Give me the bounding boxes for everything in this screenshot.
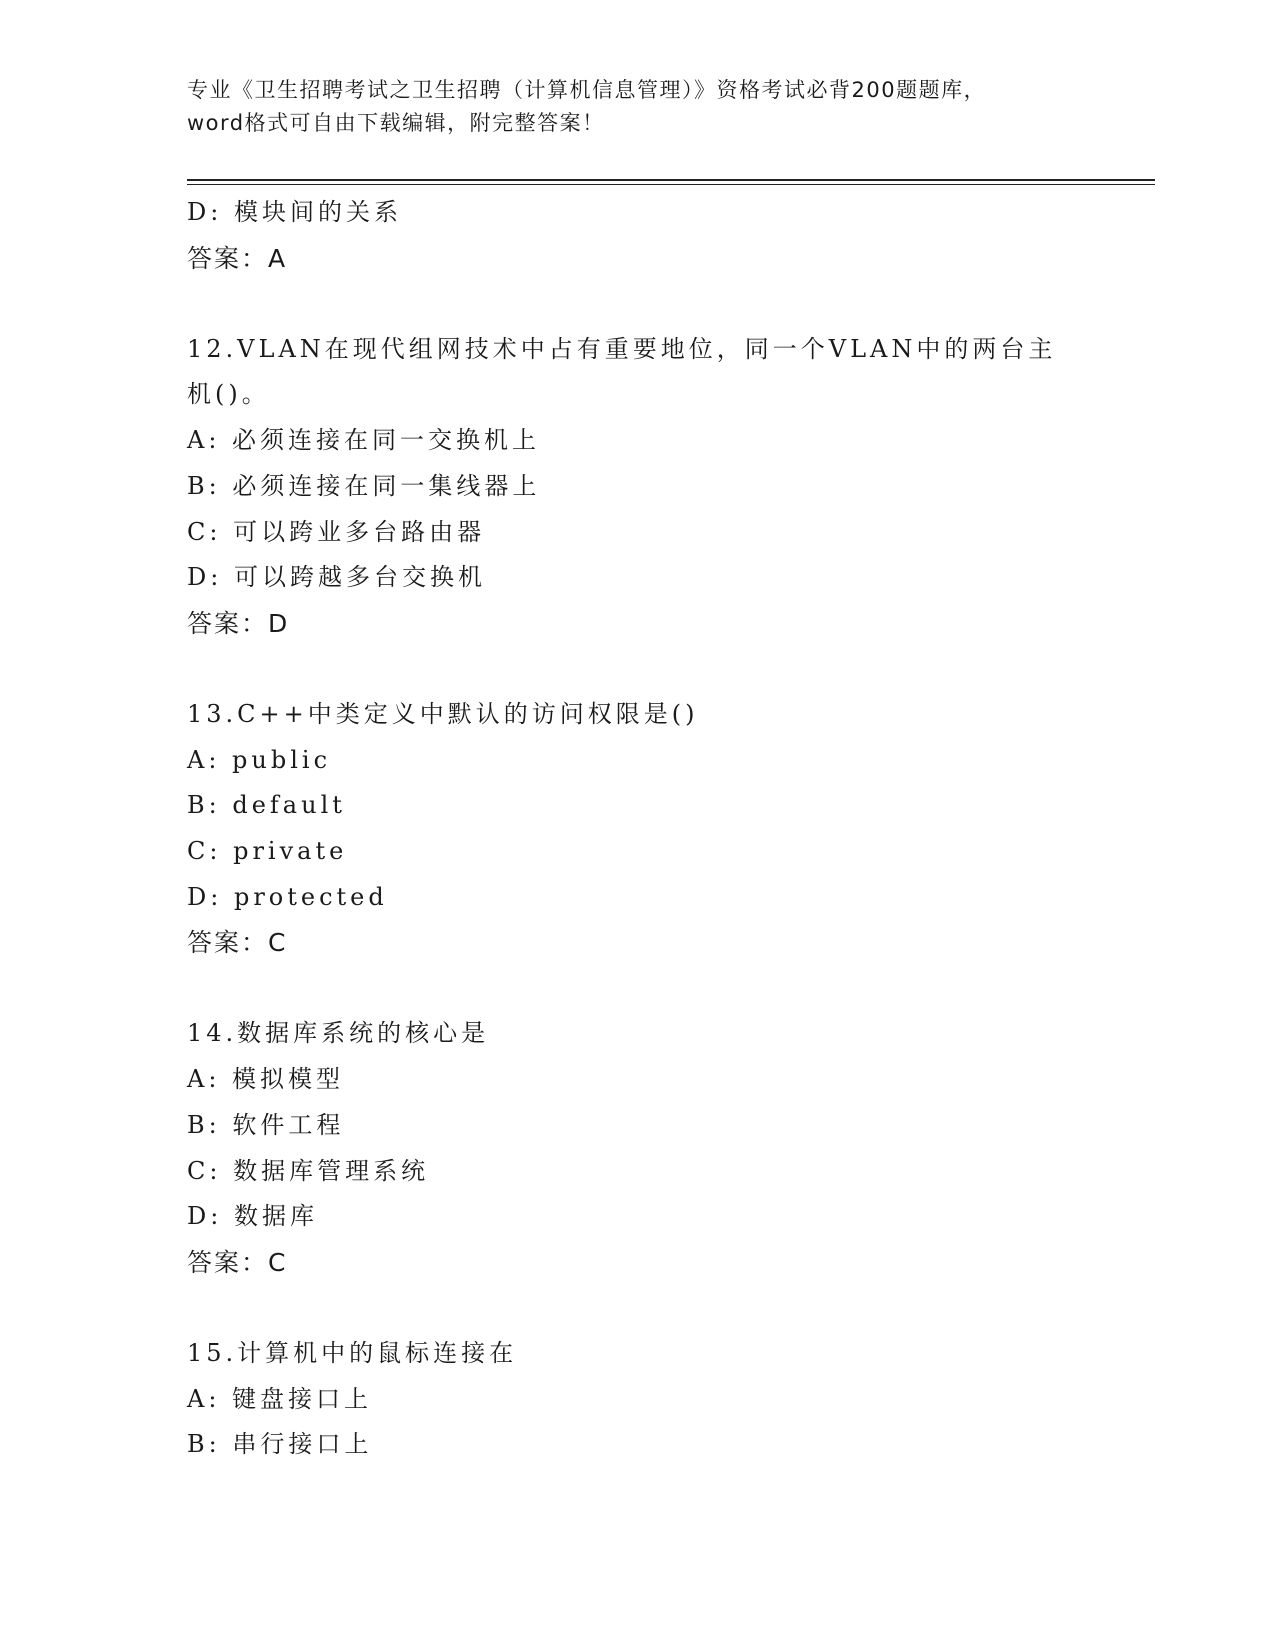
question-12-option-d: D: 可以跨越多台交换机 bbox=[187, 563, 486, 592]
question-13-option-a: A: public bbox=[187, 745, 332, 774]
question-12-text: 12.VLAN在现代组网技术中占有重要地位，同一个VLAN中的两台主机()。 bbox=[187, 334, 1057, 409]
header-divider-thin bbox=[187, 184, 1155, 185]
question-14-answer: 答案：C bbox=[187, 1247, 288, 1277]
question-12-option-b: B: 必须连接在同一集线器上 bbox=[187, 471, 541, 500]
question-14-option-a: A: 模拟模型 bbox=[187, 1065, 345, 1094]
question-list bbox=[187, 190, 1087, 1468]
question-15-option-b: B: 串行接口上 bbox=[187, 1430, 373, 1459]
question-13-option-d: D: protected bbox=[187, 882, 388, 911]
question-13-answer: 答案：C bbox=[187, 928, 288, 958]
header-line-1: 专业《卫生招聘考试之卫生招聘（计算机信息管理）》资格考试必背200题题库， bbox=[187, 78, 987, 102]
question-13 bbox=[187, 692, 1087, 967]
question-14 bbox=[187, 1011, 1087, 1286]
question-15 bbox=[187, 1331, 1087, 1468]
question-13-option-b: B: default bbox=[187, 791, 346, 820]
question-14-option-b: B: 软件工程 bbox=[187, 1110, 345, 1139]
question-11-option-d: D: 模块间的关系 bbox=[187, 198, 402, 226]
question-15-text: 15.计算机中的鼠标连接在 bbox=[187, 1338, 518, 1367]
question-15-option-a: A: 键盘接口上 bbox=[187, 1384, 373, 1413]
question-12 bbox=[187, 327, 1087, 647]
question-13-option-c: C: private bbox=[187, 837, 348, 866]
question-13-text: 13.C++中类定义中默认的访问权限是() bbox=[187, 699, 699, 728]
question-14-option-c: C: 数据库管理系统 bbox=[187, 1156, 430, 1185]
header-line-2: word格式可自由下载编辑，附完整答案！ bbox=[187, 111, 605, 135]
question-12-option-a: A: 必须连接在同一交换机上 bbox=[187, 426, 541, 455]
question-12-option-c: C: 可以跨业多台路由器 bbox=[187, 517, 486, 546]
header-divider-thick bbox=[187, 179, 1155, 181]
question-11-answer: 答案：A bbox=[187, 243, 288, 273]
question-14-text: 14.数据库系统的核心是 bbox=[187, 1019, 490, 1048]
document-header bbox=[187, 74, 1087, 140]
question-12-answer: 答案：D bbox=[187, 608, 290, 638]
question-14-option-d: D: 数据库 bbox=[187, 1202, 318, 1231]
